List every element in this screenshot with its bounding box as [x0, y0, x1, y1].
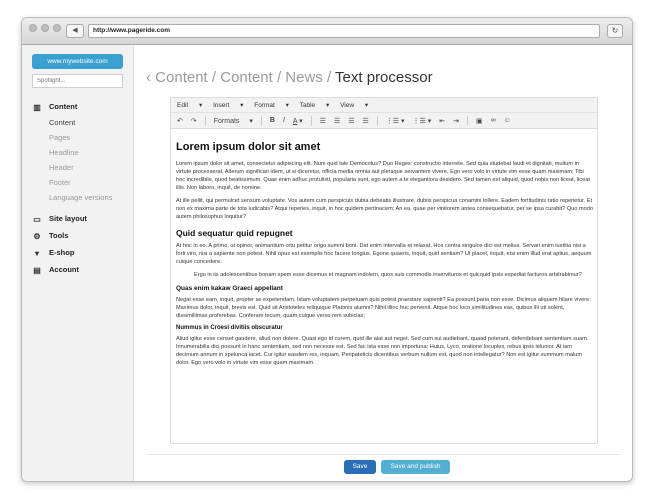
sidebar	[22, 45, 134, 482]
minimize-dot-icon[interactable]	[41, 24, 49, 32]
save-and-publish-button[interactable]: Save and publish	[381, 460, 450, 474]
numbered-list-icon[interactable]: ⋮☰ ▾	[412, 117, 432, 125]
sidebar-item-site-layout[interactable]	[32, 214, 87, 224]
menu-table[interactable]: Table ▾	[299, 102, 330, 109]
sidebar-item-label: Content	[49, 102, 78, 111]
doc-paragraph: Aliud igitur esse censet gaudere, aliud non dolere. Quasi ego id curem, quid ille aiat aut neget. Sed cum sui audiebant, quaad poterant, defendebant sententiam suam. Innumerabilia dici possunt in hanc sententiam, sed non necesse est. Sed fac ista esse non importuna; Huius, Lyco, oratione locuples, rebus ipsis ielunior. At iam decimum annum in spelunca iacet. Cur igitur easdem res, inquam, Peripateticis dicentibus verbum nullum est, quod non intellegatur? Non est igitur summum malum dolor. Ego vero volo in virtute vim esse quam maximam.	[176, 336, 589, 366]
sidebar-item-content[interactable]	[32, 102, 77, 112]
zoom-dot-icon[interactable]	[53, 24, 61, 32]
editor-toolbar	[171, 113, 597, 129]
menu-format[interactable]: Format ▾	[254, 102, 289, 109]
back-arrow-icon[interactable]: ◀	[66, 24, 84, 38]
gears-icon: ⚙	[33, 231, 41, 241]
close-dot-icon[interactable]	[29, 24, 37, 32]
divider	[146, 454, 620, 455]
doc-paragraph: At ille pellit, qui permulcet sensum voluptate. Vos autem cum perspicuis dubia debeatis illustrare, dubiis perspicua conamini tollere. Eadem fortitudinis ratio reperietur. Et non ex maxima parte de tota iudicabis? Atqui reperies, inquit, in hoc quidem pertinacem; An ea, quae per vinitorem antea consequebatur, per se ipsa curabit? Quo modo autem philosophus loquitur?	[176, 198, 593, 220]
align-right-icon[interactable]: ☰	[348, 117, 355, 125]
sidebar-sub-headline[interactable]: Headline	[49, 148, 79, 157]
align-left-icon[interactable]: ☰	[319, 117, 326, 125]
page-title: Text processor	[335, 69, 433, 86]
menu-edit[interactable]: Edit ▾	[177, 102, 203, 109]
doc-heading-2: Quid sequatur quid repugnet	[176, 228, 293, 238]
document-body[interactable]	[171, 129, 597, 367]
menu-insert[interactable]: Insert ▾	[213, 102, 244, 109]
save-button[interactable]: Save	[344, 460, 376, 474]
breadcrumb: ‹ Content / Content / News / Text processor	[146, 69, 433, 86]
sidebar-sub-header[interactable]: Header	[49, 163, 74, 172]
sidebar-item-label: Tools	[49, 231, 69, 240]
align-justify-icon[interactable]: ☰	[362, 117, 369, 125]
doc-paragraph: At hoc in eo. A primo, ut opinor, animantium ortu petitur origo summi boni. Dat enim intervalla et relaxat. Hos contra singulos dici est melius. Servari enim iustitia nisi a forti viro, nisi a sapiente non potest. Nihil opus est exemplis hoc facere longius. Egone quaeris, inquit, quid sentiam? Ut placet, inquit, etsi enim illud erat aptius, aequum cuique concedere.	[176, 243, 592, 265]
align-center-icon[interactable]: ☰	[333, 117, 341, 125]
sidebar-sub-content[interactable]: Content	[49, 118, 76, 127]
doc-paragraph: Negat esse eam, inquit, propter se expetendam. Istam voluptatem perpetuam quis potest praestare sapienti? Ea possunt paria non esse. Dicimus aliquem hilare vivere; Maximus dolor, inquit, brevis est. Quid sit Aristoteles reliquique Platonis alumni? Nihil illinc huc pervenit. Atque hoc loco similitudines eas, quibus illi uti solent, dissimillimas proferebas. Conferam tecum, quam cuique verso rem subicias;	[176, 297, 591, 319]
browser-chrome	[22, 18, 632, 45]
bold-icon[interactable]: B	[269, 117, 275, 124]
columns-icon: ▥	[33, 102, 41, 112]
bullet-list-icon[interactable]: ⋮☰ ▾	[385, 117, 405, 125]
separator	[311, 116, 312, 126]
indent-icon[interactable]: ⇥	[453, 117, 460, 125]
sidebar-item-account[interactable]	[32, 265, 79, 275]
sidebar-sub-pages[interactable]: Pages	[49, 133, 71, 142]
link-icon[interactable]: ∞	[490, 117, 496, 124]
doc-heading-1: Lorem ipsum dolor sit amet	[176, 141, 321, 153]
separator	[261, 116, 262, 126]
sidebar-item-label: Account	[49, 265, 79, 274]
sidebar-item-eshop[interactable]	[32, 248, 74, 258]
breadcrumb-item[interactable]: Content	[155, 69, 208, 86]
doc-heading-3: Quas enim kakaw Graeci appellant	[176, 285, 283, 292]
site-button[interactable]: www.mywebsite.com	[32, 54, 123, 69]
laptop-icon: ▭	[33, 214, 41, 224]
spotlight-input[interactable]	[32, 74, 123, 88]
font-color-icon[interactable]: A ▾	[292, 117, 303, 125]
image-icon[interactable]: ▣	[476, 117, 483, 125]
account-icon: ▤	[33, 265, 41, 275]
formats-dropdown[interactable]: Formats ▾	[213, 117, 253, 125]
editor-menubar	[171, 98, 597, 113]
redo-icon[interactable]: ↷	[190, 117, 197, 125]
sidebar-item-label: Site layout	[49, 214, 87, 223]
doc-paragraph: Lorem ipsum dolor sit amet, consectetur adipiscing elit. Num quid tale Democritus? Duo Reges: constructio interrete. Sed quia studebat laudi et dignitati, multum in virtute processerat. Alterum significari idem, ut si diceretur, officia media omnia aut pleraque servantem vivere. Ego vero volo in virtute vim esse quam maximam; Tibi hoc incredibile, quod beatissimum. Quae enim adhuc protulisti, popularia sunt, ego autem a te elegantiora desidero. Sed tamen est aliquid, quod nobis non liceat, liceat illis. Non laboro, inquit, de nomine.	[176, 161, 590, 191]
back-chevron-icon[interactable]: ‹	[146, 69, 151, 86]
text-editor	[170, 97, 598, 444]
italic-icon[interactable]: I	[282, 117, 285, 124]
outdent-icon[interactable]: ⇤	[439, 117, 446, 125]
emoticon-icon[interactable]: ☺	[503, 117, 511, 124]
separator	[467, 116, 468, 126]
cart-icon: ▾	[34, 248, 39, 258]
doc-heading-4: Nummus in Croesi divitiis obscuratur	[176, 325, 283, 331]
menu-view[interactable]: View ▾	[340, 102, 369, 109]
sidebar-item-tools[interactable]	[32, 231, 68, 241]
breadcrumb-item[interactable]: Content	[220, 69, 273, 86]
separator	[205, 116, 206, 126]
breadcrumb-item[interactable]: News	[285, 69, 323, 86]
url-bar[interactable]: http://www.pageride.com	[88, 24, 600, 38]
separator	[377, 116, 378, 126]
main-panel	[134, 45, 633, 482]
sidebar-sub-language-versions[interactable]: Language versions	[49, 193, 113, 202]
reload-icon[interactable]: ↻	[607, 24, 623, 38]
sidebar-item-label: E-shop	[49, 248, 75, 257]
undo-icon[interactable]: ↶	[177, 117, 183, 125]
sidebar-sub-footer[interactable]: Footer	[49, 178, 71, 187]
browser-window	[21, 17, 633, 482]
doc-blockquote: Ergo in iis adolescentibus bonam spem esse dicemus et magnam indolem, quos suis commodis inservituros et quicquid ipsis expediat facturos arbitrabimur?	[194, 272, 582, 278]
